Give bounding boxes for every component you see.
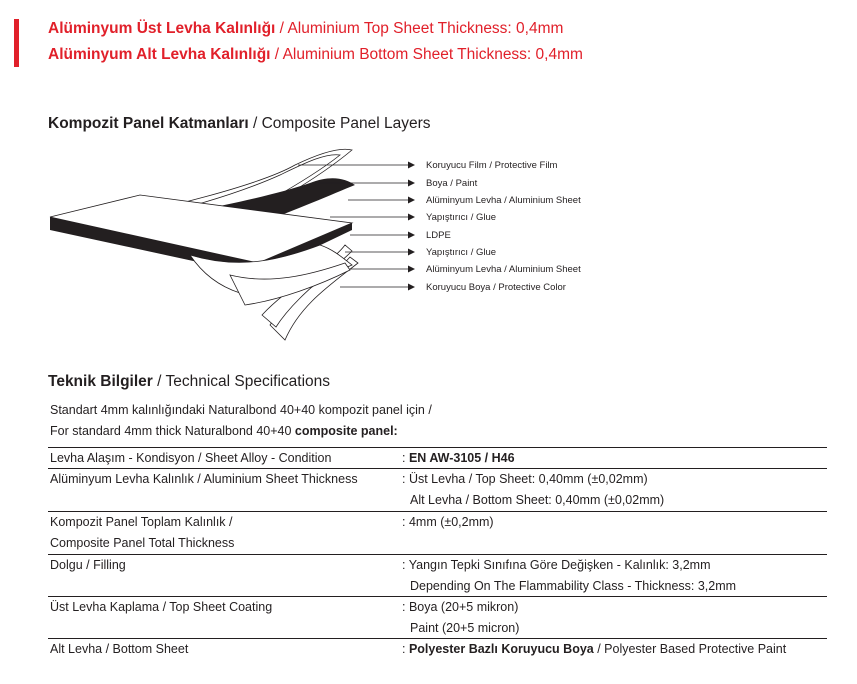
arrow-icon: [408, 197, 415, 204]
table-divider: [48, 554, 827, 555]
layers-section-title: Kompozit Panel Katmanları / Composite Panel Layers: [48, 115, 431, 132]
spec-value-filling-tr: : Yangın Tepki Sınıfına Göre Değişken - Kalınlık: 3,2mm: [402, 558, 711, 572]
layer-label-paint: Boya / Paint: [426, 178, 478, 189]
spec-label-sheet-thickness: Alüminyum Levha Kalınlık / Aluminium Sheet Thickness: [50, 472, 358, 486]
spec-label-filling: Dolgu / Filling: [50, 558, 126, 572]
layer-label-protective-film: Koruyucu Film / Protective Film: [426, 160, 558, 171]
accent-bar: [14, 19, 19, 67]
table-divider: [48, 638, 827, 639]
layer-label-ldpe: LDPE: [426, 230, 451, 241]
spec-label-total-thickness-en: Composite Panel Total Thickness: [50, 536, 235, 550]
spec-label-alloy: Levha Alaşım - Kondisyon / Sheet Alloy - Condition: [50, 451, 332, 465]
arrow-icon: [408, 214, 415, 221]
layer-label-glue-bottom: Yapıştırıcı / Glue: [426, 247, 497, 258]
arrow-icon: [408, 232, 415, 239]
table-divider: [48, 596, 827, 597]
layer-label-protective-color: Koruyucu Boya / Protective Color: [426, 282, 566, 293]
table-divider: [48, 468, 827, 469]
spec-value-alloy: : EN AW-3105 / H46: [402, 451, 515, 465]
layer-label-glue-top: Yapıştırıcı / Glue: [426, 212, 497, 223]
spec-value-top-coating-tr: : Boya (20+5 mikron): [402, 600, 519, 614]
layer-label-aluminium-sheet-bottom: Alüminyum Levha / Aluminium Sheet: [426, 264, 581, 275]
spec-label-bottom-sheet: Alt Levha / Bottom Sheet: [50, 642, 189, 656]
specs-section-title: Teknik Bilgiler / Technical Specifications: [48, 373, 331, 390]
table-divider: [48, 447, 827, 448]
spec-value-filling-en: Depending On The Flammability Class - Thickness: 3,2mm: [410, 579, 737, 593]
arrow-icon: [408, 284, 415, 291]
panel-layers-diagram: [40, 145, 630, 345]
spec-value-top-sheet: : Üst Levha / Top Sheet: 0,40mm (±0,02mm): [402, 472, 648, 486]
specs-intro-en: For standard 4mm thick Naturalbond 40+40 composite panel:: [50, 424, 398, 438]
spec-value-bottom-sheet: Alt Levha / Bottom Sheet: 0,40mm (±0,02mm): [410, 493, 665, 507]
spec-label-top-coating: Üst Levha Kaplama / Top Sheet Coating: [50, 600, 273, 614]
arrow-icon: [408, 162, 415, 169]
specs-intro-tr: Standart 4mm kalınlığındaki Naturalbond 40+40 kompozit panel için /: [50, 403, 432, 417]
spec-value-total-thickness: : 4mm (±0,2mm): [402, 515, 494, 529]
arrow-icon: [408, 249, 415, 256]
table-divider: [48, 511, 827, 512]
spec-value-bottom-sheet-coating: : Polyester Bazlı Koruyucu Boya / Polyester Based Protective Paint: [402, 642, 787, 656]
top-sheet-thickness: Alüminyum Üst Levha Kalınlığı / Aluminium Top Sheet Thickness: 0,4mm: [48, 20, 564, 37]
spec-label-total-thickness-tr: Kompozit Panel Toplam Kalınlık /: [50, 515, 233, 529]
spec-value-top-coating-en: Paint (20+5 micron): [410, 621, 520, 635]
layer-label-aluminium-sheet-top: Alüminyum Levha / Aluminium Sheet: [426, 195, 581, 206]
arrow-icon: [408, 180, 415, 187]
arrow-icon: [408, 266, 415, 273]
bottom-sheet-thickness: Alüminyum Alt Levha Kalınlığı / Aluminium Bottom Sheet Thickness: 0,4mm: [48, 46, 583, 63]
